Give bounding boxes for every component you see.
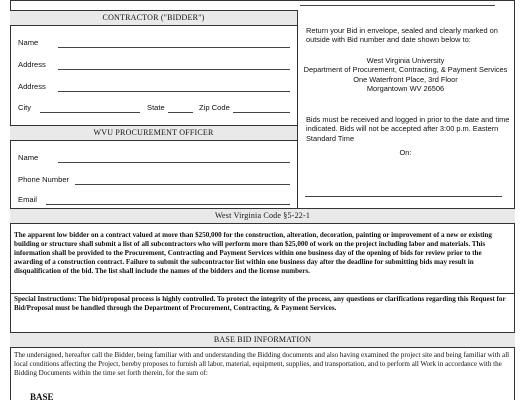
mailing-address <box>303 56 508 94</box>
special-divider <box>10 293 515 294</box>
special-text: The bid/proposal process is highly controlled. To protect the integrity of the process, any questions or clarifications regarding this Request for Bid/Proposal must be handled through the Department of Procurement, Contracting, & Payment Services. <box>14 295 506 312</box>
officer-phone-label: Phone Number <box>18 175 70 184</box>
code-header: West Virginia Code §5-22-1 <box>10 208 515 224</box>
deadline-text: Bids must be received and logged in prior to the date and time indicated. Bids will not be accepted after 3:00 p.m. Eastern Standard Time <box>306 115 510 143</box>
officer-name-field[interactable] <box>58 162 290 163</box>
date-field[interactable] <box>305 196 502 197</box>
contractor-address1-field[interactable] <box>58 69 290 70</box>
base-bid-paragraph: The undersigned, hereafter call the Bidder, being familiar with and understanding the Bidding documents and also having examined the project site and being familiar with all local conditions affecting the Project, hereby proposes to furnish all labor, material, equipment, supplies, and transportation, and to perform all Work in accordance with the Bidding Documents within the time set forth therein, for the sum of: <box>14 351 510 377</box>
contractor-state-label: State <box>147 103 165 112</box>
officer-email-field[interactable] <box>46 204 290 205</box>
contractor-zip-field[interactable] <box>233 112 290 113</box>
address-line-4: Morgantown WV 26506 <box>366 84 445 94</box>
contractor-state-field[interactable] <box>168 112 193 113</box>
address-line-1: West Virginia University <box>366 56 445 65</box>
officer-name-label: Name <box>18 153 39 162</box>
special-instructions <box>14 295 512 313</box>
base-bid-header: BASE BID INFORMATION <box>10 332 515 348</box>
top-right-line <box>300 5 495 6</box>
top-border <box>10 0 515 1</box>
contractor-address2-label: Address <box>18 82 46 91</box>
contractor-name-label: Name <box>18 38 39 47</box>
contractor-address1-label: Address <box>18 60 46 69</box>
address-line-2: Department of Procurement, Contracting, & Payment Services <box>303 65 508 75</box>
contractor-zip-label: Zip Code <box>199 103 230 112</box>
officer-header: WVU PROCUREMENT OFFICER <box>10 125 297 141</box>
contractor-city-field[interactable] <box>40 112 140 113</box>
code-paragraph: The apparent low bidder on a contract valued at more than $250,000 for the construction, alteration, decoration, painting or improvement of a new or existing building or structure shall submit a list of all subcontractors who will perform more than $25,000 of work on the project including labor and materials. This information shall be provided to the Procurement, Contracting and Payment Services within one business day of the opening of bids for review prior to the awarding of a construction contract. Failure to submit the subcontractor list within one business day after the deadline for submitting bids may result in disqualification of the bid. The list shall include the names of the bidders and the license numbers. <box>14 231 492 275</box>
contractor-name-field[interactable] <box>58 47 290 48</box>
column-divider <box>297 10 298 208</box>
contractor-address2-field[interactable] <box>58 91 290 92</box>
address-line-3: One Waterfront Place, 3rd Floor <box>353 74 458 84</box>
officer-email-label: Email <box>18 195 37 204</box>
base-label: BASE <box>30 392 54 400</box>
contractor-city-label: City <box>18 103 32 112</box>
return-instructions: Return your Bid in envelope, sealed and clearly marked on outside with Bid number and date shown below to: <box>306 26 498 45</box>
special-label: Special Instructions: <box>14 295 77 303</box>
officer-phone-field[interactable] <box>75 184 290 185</box>
contractor-header: CONTRACTOR ("BIDDER") <box>10 10 297 26</box>
on-label: On: <box>399 148 412 157</box>
